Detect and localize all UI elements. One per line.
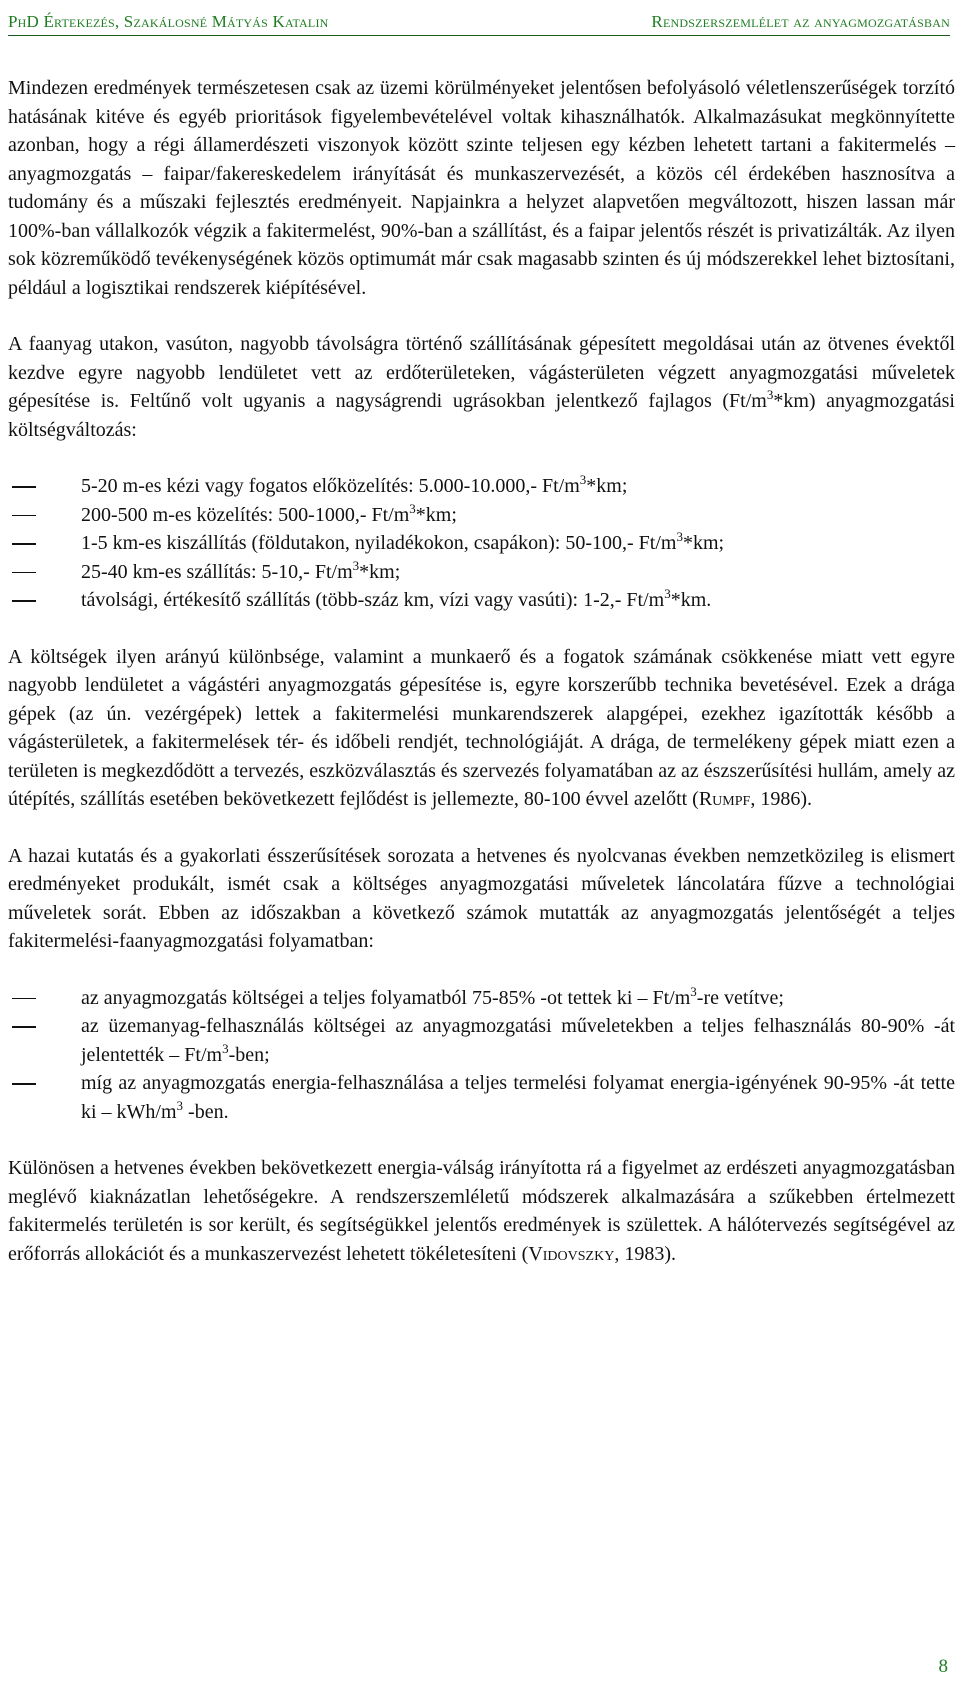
list-item: míg az anyagmozgatás energia-felhasználása a teljes termelési folyamat energia-igényének 90-95% -át tette ki – kWh/$m^3$ -ben. [8, 1069, 955, 1126]
paragraph-4: A hazai kutatás és a gyakorlati ésszerűsítések sorozata a hetvenes és nyolcvanas években nemzetközileg is elismert eredményeket produkált, ismét csak a költséges anyagmozgatási műveletek láncolatára fűzve a technológiai műveletek sorát. Ebben az időszakban a következő számok mutatták az anyagmozgatás jelentőségét a teljes fakitermelési-faanyagmozgatási folyamatban: [8, 844, 955, 952]
list-item: az anyagmozgatás költségei a teljes folyamatból 75-85% -ot tettek ki – $Ft/m^3-re$ vetítve; [8, 984, 955, 1013]
cost-list [8, 472, 955, 615]
paragraph-2: A faanyag utakon, vasúton, nagyobb távolságra történő szállításának gépesített megoldásai után az ötvenes évektől kezdve egyre nagyobb lendületet vett az erdőterületeken, vágásterületen végzett anyagmozgatási műveletek gépesítése is. Feltűnő volt ugyanis a nagyságrendi ugrásokban jelentkező fajlagos $(Ft/m^3*km)$ anyagmozgatási költségváltozás: [8, 333, 955, 441]
paragraph-5: Különösen a hetvenes években bekövetkezett energia-válság irányította rá a figyelmet az erdészeti anyagmozgatásban meglévő kiaknázatlan lehetőségekre. A rendszerszemléletű módszerek alkalmazására a szűkebben értelmezett fakitermelés területén is sor került, és segítségükkel jelentős eredmények is születtek. A hálótervezés segítségével az erőforrás allokációt és a munkaszervezést lehetett tökéletesíteni (Vidovszky, 1983). [8, 1157, 955, 1265]
citation-author: Rumpf [698, 788, 751, 810]
list-item: 200-500 m-es közelítés: 500-1000,- $Ft/m^3*km$; [8, 501, 955, 530]
page-number: 8 [938, 1656, 948, 1677]
list-item: távolsági, értékesítő szállítás (több-száz km, vízi vagy vasúti): 1-2,- $Ft/m^3*km$. [8, 586, 955, 615]
list-item: 25-40 km-es szállítás: 5-10,- $Ft/m^3*km$; [8, 558, 955, 587]
paragraph-1: Mindezen eredmények természetesen csak az üzemi körülményeket jelentősen befolyásoló véletlenszerűségek torzító hatásának kitéve és egyéb prioritások figyelembevételével voltak kihasználhatók. Alkalmazásukat megkönnyítette azonban, hogy a régi államerdészeti viszonyok között szinte teljesen egy kézben lehetett tartani a fakitermelés – anyagmozgatás – faipar/fakereskedelem irányítását és munkaszervezését, a közös cél érdekében hasznosítva a tudomány és a műszaki fejlesztés eredményeit. Napjainkra a helyzet alapvetően megváltozott, hiszen lassan már 100%-ban vállalkozók végzik a fakitermelést, 90%-ban a szállítást, és a faipar jelentős részét is privatizálták. Az ilyen sok közreműködő tevékenységének közös optimumát már csak magasabb szinten és új módszerekkel lehet biztosítani, például a logisztikai rendszerek kiépítésével. [8, 77, 955, 299]
list-item: az üzemanyag-felhasználás költségei az anyagmozgatási műveletekben a teljes felhasználás 80-90% -át jelentették – $Ft/m^3$-ben; [8, 1012, 955, 1069]
header-right: Rendszerszemlélet az anyagmozgatásban [651, 12, 950, 31]
citation-author: Vidovszky [528, 1242, 615, 1265]
document-body [8, 74, 955, 1268]
header-left: PhD Értekezés, Szakálosné Mátyás Katalin [8, 12, 329, 31]
list-item: 1-5 km-es kiszállítás (földutakon, nyiladékokon, csapákon): 50-100,- $Ft/m^3*km$; [8, 529, 955, 558]
paragraph-3: A költségek ilyen arányú különbsége, valamint a munkaerő és a fogatok számának csökkenése miatt vett egyre nagyobb lendületet a vágástéri anyagmozgatás gépesítése is, egyre korszerűbb technika bevetésével. Ezek a drága gépek (az ún. vezérgépek) lettek a fakitermelési munkarendszerek alapgépei, ezekhez igazították később a vágásterületek, a fakitermelések tér- és időbeli rendjét, technológiáját. A drága, de termelékeny gépek miatt ezen a területen is megkezdődött a tervezés, eszközválasztás és szervezés folyamatában az az észszerűsítési hullám, amely az útépítés, szállítás esetében bekövetkezett fejlődést is jellemezte, 80-100 évvel azelőtt (Rumpf, 1986). [8, 645, 955, 810]
list-item: 5-20 m-es kézi vagy fogatos előközelítés: 5.000-10.000,- $Ft/m^3*km$; [8, 472, 955, 501]
page-header [8, 4, 950, 36]
share-list [8, 984, 955, 1127]
